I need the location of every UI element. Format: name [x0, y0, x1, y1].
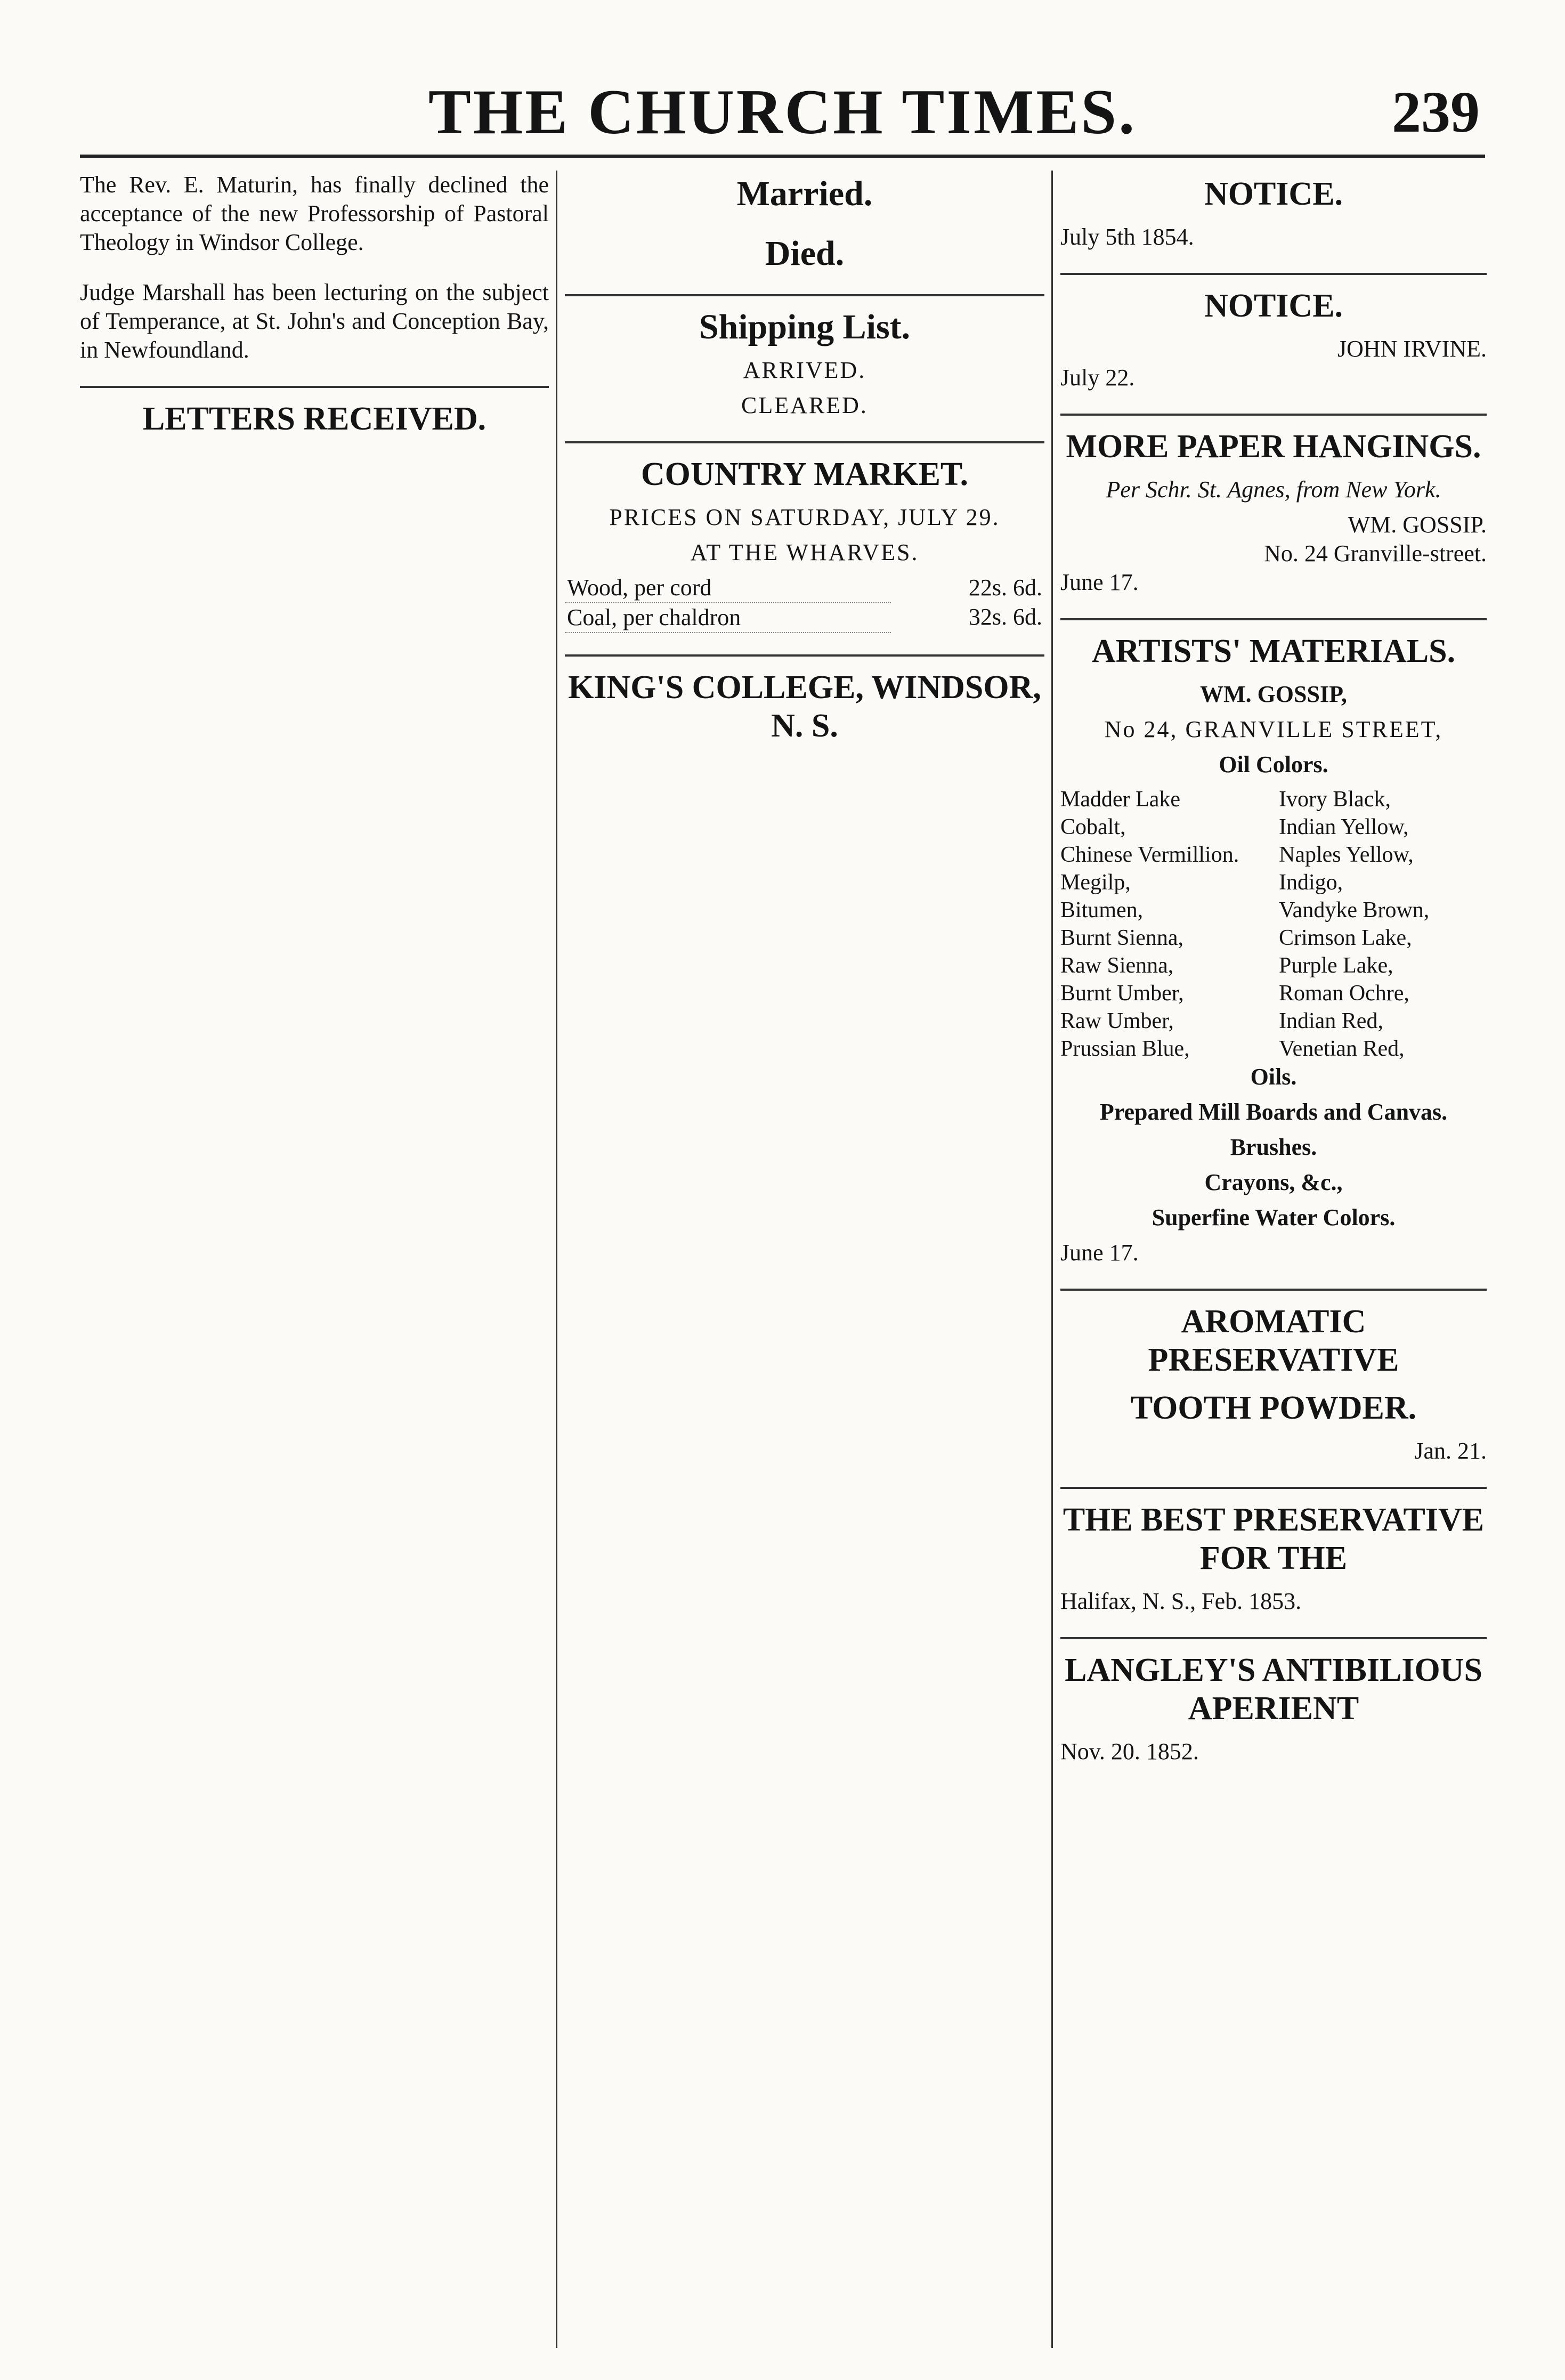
section-rule — [565, 654, 1044, 657]
letters-received — [80, 400, 549, 438]
artists-materials-ad — [1060, 632, 1487, 1267]
kings-college-notice — [565, 668, 1044, 745]
married-heading: Married. — [736, 174, 873, 213]
oil-color-item: Megilp, — [1060, 870, 1131, 895]
best-preservative-heading: THE BEST PRESERVATIVE FOR THE — [1063, 1502, 1485, 1576]
paper-hangings-subheading: Per Schr. St. Agnes, from New York. — [1106, 476, 1441, 503]
section-rule — [1060, 273, 1487, 275]
column-2 — [565, 171, 1044, 2348]
ad-date: June 17. — [1060, 1240, 1139, 1266]
section-rule — [1060, 1487, 1487, 1489]
artists-heading: ARTISTS' MATERIALS. — [1091, 633, 1456, 669]
ad-date: June 17. — [1060, 569, 1139, 595]
oil-color-item: Indian Yellow, — [1279, 815, 1409, 839]
cleared-label: CLEARED. — [741, 392, 868, 418]
antibilious-heading: LANGLEY'S ANTIBILIOUS APERIENT — [1065, 1652, 1482, 1727]
ad-date: Jan. 21. — [1414, 1438, 1487, 1464]
news-item — [80, 278, 549, 365]
antibilious-ad — [1060, 1651, 1487, 1766]
news-text: Judge Marshall has been lecturing on the subject of Temperance, at St. John's and Conception Bay, in Newfoundland. — [80, 279, 549, 363]
page-number: 239 — [1392, 79, 1480, 144]
ad-date: Nov. 20. 1852. — [1060, 1738, 1199, 1764]
oil-color-item: Naples Yellow, — [1279, 843, 1414, 867]
tooth-powder-heading-2: TOOTH POWDER. — [1130, 1390, 1417, 1426]
section-rule — [565, 441, 1044, 443]
crayons-label: Crayons, &c., — [1204, 1169, 1343, 1195]
news-item — [80, 171, 549, 257]
oils-label: Oils. — [1250, 1064, 1297, 1090]
artists-address: No 24, GRANVILLE STREET, — [1104, 716, 1443, 742]
paper-hangings-ad — [1060, 427, 1487, 597]
artists-name: WM. GOSSIP, — [1200, 681, 1347, 707]
oil-color-item: Prussian Blue, — [1060, 1037, 1190, 1061]
section-rule — [80, 386, 549, 388]
irvine-notice — [1060, 287, 1487, 392]
notice-date: July 22. — [1060, 365, 1135, 391]
column-divider — [1051, 171, 1053, 2348]
masthead-title: THE CHURCH TIMES. — [428, 76, 1137, 147]
best-preservative-ad — [1060, 1501, 1487, 1616]
oil-color-item: Madder Lake — [1060, 787, 1181, 812]
section-rule — [1060, 618, 1487, 620]
notice-signature: JOHN IRVINE. — [1337, 336, 1487, 362]
oil-color-item: Crimson Lake, — [1279, 926, 1412, 950]
oil-colors-list — [1060, 786, 1487, 1063]
oil-color-item: Cobalt, — [1060, 815, 1126, 839]
oil-color-item: Chinese Vermillion. — [1060, 843, 1239, 867]
price-row — [565, 573, 1044, 603]
section-rule — [1060, 414, 1487, 416]
notice-heading: NOTICE. — [1204, 288, 1343, 324]
oil-color-item: Raw Umber, — [1060, 1009, 1174, 1033]
ad-date: Halifax, N. S., Feb. 1853. — [1060, 1588, 1302, 1614]
oil-color-item: Purple Lake, — [1279, 953, 1393, 978]
oil-color-item: Ivory Black, — [1279, 787, 1391, 812]
shipping-list — [565, 308, 1044, 420]
oil-colors-label: Oil Colors. — [1219, 751, 1328, 778]
notice-date: July 5th 1854. — [1060, 224, 1194, 250]
oil-color-item: Burnt Sienna, — [1060, 926, 1183, 950]
prepared-label: Prepared Mill Boards and Canvas. — [1099, 1099, 1448, 1125]
price-row — [565, 603, 1044, 633]
letters-heading: LETTERS RECEIVED. — [142, 401, 486, 437]
market-heading: COUNTRY MARKET. — [640, 456, 969, 492]
windsor-notice — [1060, 175, 1487, 252]
died-section — [565, 234, 1044, 273]
oil-color-item: Vandyke Brown, — [1279, 898, 1430, 922]
news-text: The Rev. E. Maturin, has finally declined the acceptance of the new Professorship of Pastoral Theology in Windsor College. — [80, 172, 549, 255]
section-rule — [565, 294, 1044, 296]
oil-color-item: Burnt Umber, — [1060, 981, 1184, 1006]
tooth-powder-heading: AROMATIC PRESERVATIVE — [1148, 1304, 1399, 1378]
ad-signature: WM. GOSSIP. — [1348, 512, 1487, 538]
oil-color-item: Venetian Red, — [1279, 1037, 1405, 1061]
tooth-powder-ad — [1060, 1302, 1487, 1466]
ad-address: No. 24 Granville-street. — [1264, 540, 1487, 566]
market-subheading: PRICES ON SATURDAY, JULY 29. — [609, 504, 1000, 530]
wharves-label: AT THE WHARVES. — [690, 539, 919, 565]
country-market — [565, 455, 1044, 633]
brushes-label: Brushes. — [1230, 1134, 1317, 1160]
oil-color-item: Bitumen, — [1060, 898, 1144, 922]
died-heading: Died. — [765, 234, 845, 273]
column-1 — [80, 171, 549, 2348]
paper-hangings-heading: MORE PAPER HANGINGS. — [1066, 428, 1481, 465]
arrived-label: ARRIVED. — [743, 357, 866, 383]
column-divider — [556, 171, 557, 2348]
shipping-heading: Shipping List. — [699, 307, 911, 346]
married-section — [565, 175, 1044, 213]
price-item-name: Coal, per chaldron — [565, 603, 891, 633]
oil-color-item: Roman Ochre, — [1279, 981, 1409, 1006]
price-item-name: Wood, per cord — [565, 573, 891, 603]
kings-college-heading: KING'S COLLEGE, WINDSOR, N. S. — [568, 669, 1041, 744]
superfine-label: Superfine Water Colors. — [1152, 1204, 1396, 1231]
notice-heading: NOTICE. — [1204, 176, 1343, 212]
price-item-value: 32s. 6d. — [968, 604, 1042, 630]
section-rule — [1060, 1289, 1487, 1291]
oil-color-item: Indian Red, — [1279, 1009, 1383, 1033]
oil-color-item: Indigo, — [1279, 870, 1343, 895]
wharves-price-table — [565, 573, 1044, 633]
oil-color-item: Raw Sienna, — [1060, 953, 1174, 978]
section-rule — [1060, 1637, 1487, 1639]
price-item-value: 22s. 6d. — [968, 574, 1042, 601]
column-3 — [1060, 171, 1487, 2348]
masthead — [80, 75, 1485, 158]
